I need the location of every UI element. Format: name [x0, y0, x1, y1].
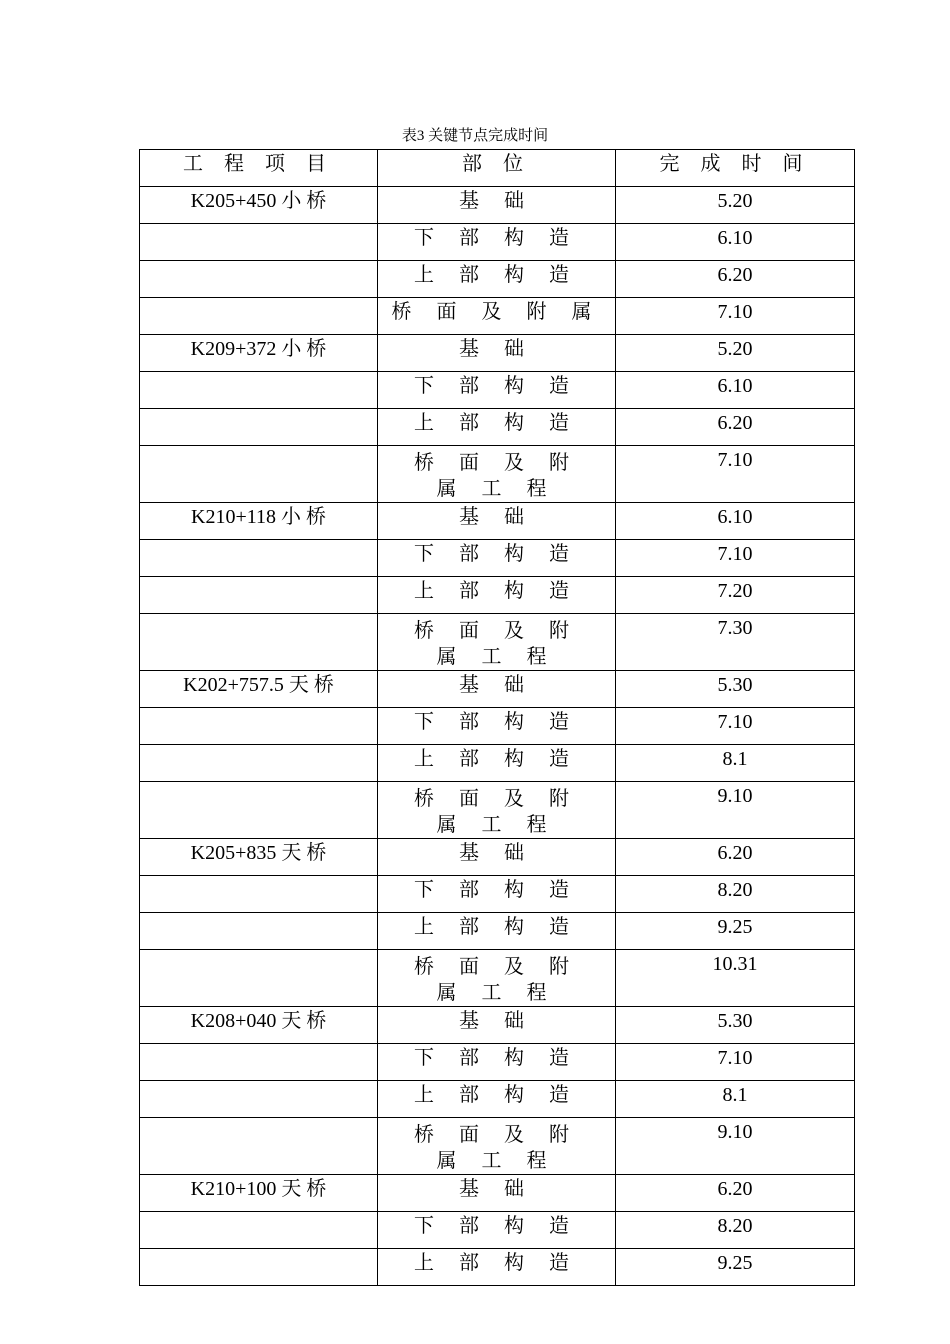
table-row [140, 782, 855, 839]
table-row [140, 372, 855, 409]
project-cell-text [140, 298, 377, 302]
project-cell-text [140, 409, 377, 413]
table-row [140, 298, 855, 335]
project-cell-text [140, 1249, 377, 1253]
part-cell [378, 1044, 616, 1081]
project-cell-text [140, 876, 377, 880]
project-cell-text: K205+835 天 桥 [190, 842, 327, 864]
project-cell-text [140, 1081, 377, 1085]
time-cell-text: 7.10 [717, 301, 753, 323]
table-row [140, 540, 855, 577]
project-cell-text [140, 782, 377, 786]
table-row [140, 1212, 855, 1249]
time-cell-text: 7.20 [717, 580, 753, 602]
time-cell [616, 876, 855, 913]
time-cell-text: 6.20 [717, 842, 753, 864]
time-cell-text: 6.10 [717, 506, 753, 528]
part-cell-text: 上 部 构 造 [414, 748, 579, 770]
part-cell-text: 上 部 构 造 [414, 264, 579, 286]
time-cell [616, 671, 855, 708]
time-cell-text: 7.30 [717, 617, 753, 639]
time-cell-text: 8.1 [722, 1084, 748, 1106]
project-cell [140, 1081, 378, 1118]
time-cell-text: 9.10 [717, 1121, 753, 1143]
header-time-label: 完 成 时 间 [659, 153, 811, 175]
header-cell-part [378, 150, 616, 187]
header-cell-project [140, 150, 378, 187]
table-row [140, 1118, 855, 1175]
project-cell [140, 614, 378, 671]
part-cell-text: 桥 面 及 附 属 工 程 [414, 452, 579, 500]
part-cell [378, 1081, 616, 1118]
part-cell [378, 1118, 616, 1175]
project-cell [140, 708, 378, 745]
time-cell-text: 5.20 [717, 190, 753, 212]
table-row [140, 1249, 855, 1286]
project-cell [140, 950, 378, 1007]
part-cell-text: 桥 面 及 附 属 工 程 [414, 956, 579, 1004]
project-cell-text [140, 1044, 377, 1048]
table-row [140, 224, 855, 261]
table-row [140, 446, 855, 503]
time-cell [616, 1081, 855, 1118]
part-cell-text: 上 部 构 造 [414, 916, 579, 938]
part-cell-text: 桥 面 及 附 属 工 程 [414, 1124, 579, 1172]
part-cell-text: 下 部 构 造 [414, 1047, 579, 1069]
time-cell [616, 839, 855, 876]
table-row [140, 1044, 855, 1081]
table-row [140, 335, 855, 372]
part-cell-text: 基 础 [459, 506, 534, 528]
part-cell [378, 540, 616, 577]
table-row [140, 503, 855, 540]
project-cell-text [140, 577, 377, 581]
project-cell [140, 540, 378, 577]
time-cell-text: 5.20 [717, 338, 753, 360]
time-cell-text: 7.10 [717, 449, 753, 471]
time-cell [616, 1118, 855, 1175]
project-cell-text [140, 540, 377, 544]
time-cell-text: 8.20 [717, 879, 753, 901]
part-cell [378, 261, 616, 298]
table-row [140, 261, 855, 298]
project-cell-text [140, 950, 377, 954]
part-cell [378, 577, 616, 614]
time-cell [616, 577, 855, 614]
project-cell-text [140, 1212, 377, 1216]
time-cell-text: 9.10 [717, 785, 753, 807]
time-cell [616, 913, 855, 950]
time-cell-text: 6.10 [717, 227, 753, 249]
part-cell [378, 708, 616, 745]
time-cell [616, 1007, 855, 1044]
project-cell [140, 1044, 378, 1081]
time-cell-text: 9.25 [717, 916, 753, 938]
part-cell [378, 1212, 616, 1249]
part-cell [378, 1175, 616, 1212]
project-cell-text [140, 614, 377, 618]
project-cell [140, 1249, 378, 1286]
time-cell-text: 6.10 [717, 375, 753, 397]
table-row [140, 745, 855, 782]
part-cell [378, 446, 616, 503]
project-cell [140, 409, 378, 446]
project-cell-text [140, 708, 377, 712]
part-cell [378, 335, 616, 372]
part-cell [378, 503, 616, 540]
project-cell-text: K205+450 小 桥 [190, 190, 327, 212]
part-cell [378, 372, 616, 409]
part-cell [378, 1007, 616, 1044]
project-cell-text: K209+372 小 桥 [190, 338, 327, 360]
header-part-label: 部 位 [462, 153, 531, 175]
part-cell [378, 876, 616, 913]
time-cell-text: 9.25 [717, 1252, 753, 1274]
part-cell-text: 基 础 [459, 1010, 534, 1032]
part-cell-text: 下 部 构 造 [414, 879, 579, 901]
project-cell [140, 577, 378, 614]
project-cell-text [140, 372, 377, 376]
project-cell [140, 335, 378, 372]
time-cell [616, 708, 855, 745]
project-cell-text [140, 745, 377, 749]
project-cell-text: K210+118 小 桥 [191, 506, 326, 528]
table-row [140, 187, 855, 224]
time-cell-text: 5.30 [717, 1010, 753, 1032]
time-cell [616, 614, 855, 671]
project-cell-text: K208+040 天 桥 [190, 1010, 327, 1032]
table-row [140, 708, 855, 745]
table-row [140, 614, 855, 671]
part-cell-text: 上 部 构 造 [414, 1084, 579, 1106]
part-cell-text: 基 础 [459, 1178, 534, 1200]
part-cell [378, 782, 616, 839]
table-row [140, 1175, 855, 1212]
part-cell [378, 187, 616, 224]
time-cell [616, 1175, 855, 1212]
part-cell [378, 409, 616, 446]
part-cell [378, 298, 616, 335]
project-cell [140, 187, 378, 224]
table-row [140, 839, 855, 876]
table-row [140, 671, 855, 708]
table-caption: 表3 关键节点完成时间 [401, 128, 549, 144]
table-row [140, 1007, 855, 1044]
header-project-label: 工 程 项 目 [183, 153, 334, 175]
project-cell [140, 1007, 378, 1044]
project-cell [140, 913, 378, 950]
time-cell-text: 6.20 [717, 1178, 753, 1200]
milestone-table [139, 149, 855, 1286]
time-cell [616, 1044, 855, 1081]
part-cell [378, 913, 616, 950]
table-row [140, 577, 855, 614]
project-cell [140, 503, 378, 540]
part-cell-text: 上 部 构 造 [414, 580, 579, 602]
part-cell-text: 下 部 构 造 [414, 1215, 579, 1237]
part-cell-text: 上 部 构 造 [414, 412, 579, 434]
table-row [140, 913, 855, 950]
part-cell-text: 基 础 [459, 674, 534, 696]
project-cell-text: K202+757.5 天 桥 [183, 674, 334, 696]
part-cell-text: 桥 面 及 附 属 工 程 [414, 620, 579, 668]
table-row [140, 1081, 855, 1118]
part-cell [378, 745, 616, 782]
project-cell [140, 298, 378, 335]
time-cell [616, 745, 855, 782]
project-cell [140, 372, 378, 409]
project-cell-text: K210+100 天 桥 [190, 1178, 327, 1200]
part-cell-text: 下 部 构 造 [414, 375, 579, 397]
time-cell [616, 446, 855, 503]
time-cell [616, 224, 855, 261]
table-row [140, 950, 855, 1007]
time-cell-text: 8.20 [717, 1215, 753, 1237]
time-cell-text: 8.1 [722, 748, 748, 770]
part-cell-text: 基 础 [459, 842, 534, 864]
time-cell-text: 7.10 [717, 1047, 753, 1069]
part-cell-text: 基 础 [459, 190, 534, 212]
part-cell [378, 1249, 616, 1286]
project-cell-text [140, 1118, 377, 1122]
part-cell-text: 下 部 构 造 [414, 543, 579, 565]
time-cell [616, 187, 855, 224]
time-cell [616, 503, 855, 540]
part-cell [378, 839, 616, 876]
part-cell-text: 桥 面 及 附 属 [391, 301, 602, 323]
time-cell-text: 6.20 [717, 264, 753, 286]
time-cell-text: 7.10 [717, 543, 753, 565]
time-cell-text: 10.31 [712, 953, 758, 975]
part-cell [378, 950, 616, 1007]
table-row [140, 409, 855, 446]
project-cell [140, 224, 378, 261]
project-cell [140, 671, 378, 708]
time-cell [616, 782, 855, 839]
project-cell [140, 876, 378, 913]
time-cell [616, 335, 855, 372]
project-cell [140, 446, 378, 503]
project-cell [140, 1212, 378, 1249]
time-cell-text: 5.30 [717, 674, 753, 696]
project-cell [140, 1118, 378, 1175]
part-cell [378, 671, 616, 708]
header-cell-time [616, 150, 855, 187]
part-cell-text: 上 部 构 造 [414, 1252, 579, 1274]
time-cell-text: 6.20 [717, 412, 753, 434]
project-cell-text [140, 446, 377, 450]
table-header-row [140, 150, 855, 187]
project-cell [140, 782, 378, 839]
project-cell-text [140, 224, 377, 228]
time-cell [616, 261, 855, 298]
project-cell [140, 261, 378, 298]
time-cell-text: 7.10 [717, 711, 753, 733]
project-cell-text [140, 261, 377, 265]
time-cell [616, 372, 855, 409]
part-cell-text: 下 部 构 造 [414, 711, 579, 733]
time-cell [616, 409, 855, 446]
part-cell [378, 224, 616, 261]
part-cell-text: 下 部 构 造 [414, 227, 579, 249]
part-cell-text: 基 础 [459, 338, 534, 360]
part-cell-text: 桥 面 及 附 属 工 程 [414, 788, 579, 836]
project-cell [140, 745, 378, 782]
time-cell [616, 950, 855, 1007]
time-cell [616, 298, 855, 335]
table-row [140, 876, 855, 913]
time-cell [616, 1212, 855, 1249]
project-cell [140, 1175, 378, 1212]
project-cell [140, 839, 378, 876]
time-cell [616, 540, 855, 577]
time-cell [616, 1249, 855, 1286]
part-cell [378, 614, 616, 671]
project-cell-text [140, 913, 377, 917]
